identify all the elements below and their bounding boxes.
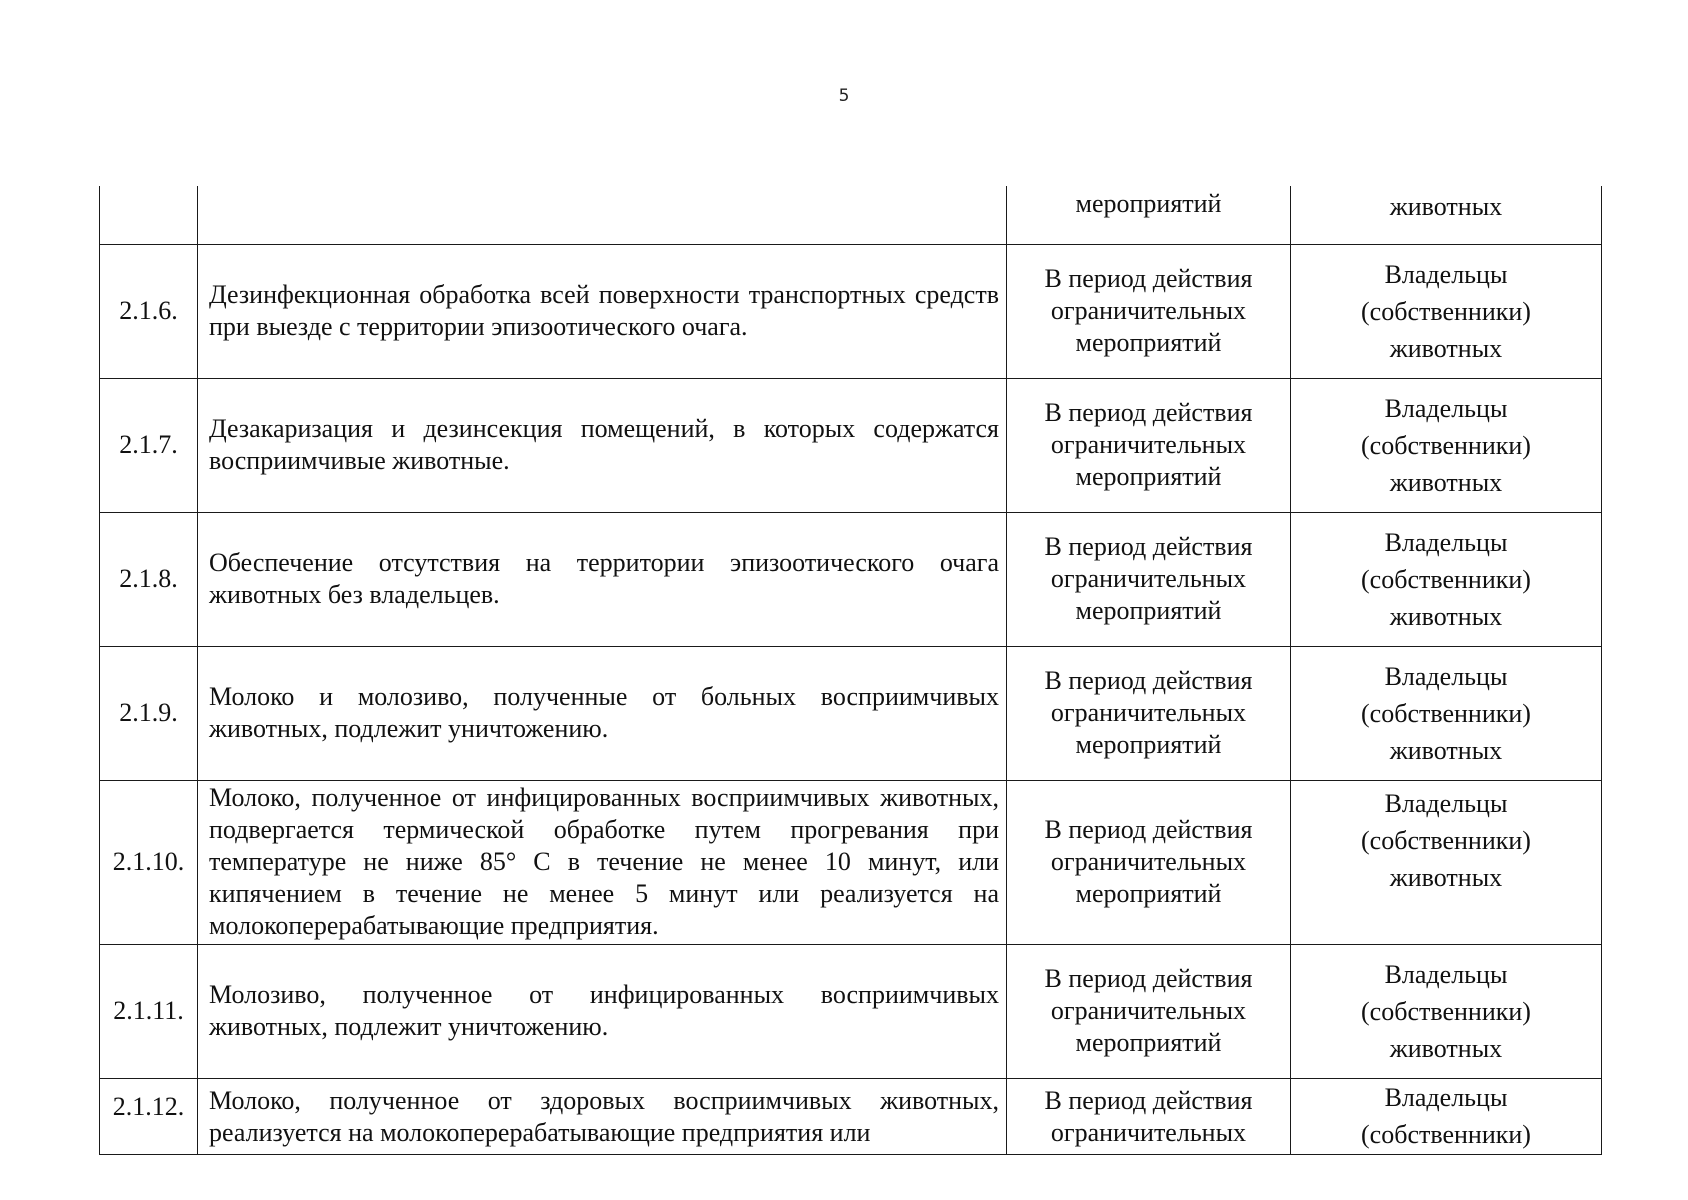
owner-line: (собственники) xyxy=(1361,430,1531,460)
owner-line: животных xyxy=(1389,735,1503,765)
period-line: ограничительных xyxy=(1050,564,1247,593)
owner-line: (собственники) xyxy=(1361,296,1531,326)
row-period xyxy=(1007,944,1291,1078)
owner-line: (собственники) xyxy=(1361,698,1531,728)
period-line: В период действия xyxy=(1044,1085,1253,1115)
row-number: 2.1.8. xyxy=(100,512,198,646)
row-description: Молоко и молозиво, полученные от больных восприимчивых животных, подлежит уничтожению. xyxy=(198,646,1007,780)
period-line: В период действия xyxy=(1044,666,1253,695)
period-line: ограничительных xyxy=(1050,847,1247,876)
owner-line: Владельцы xyxy=(1384,259,1508,289)
row-owner xyxy=(1291,512,1602,646)
row-number: 2.1.10. xyxy=(100,780,198,944)
period-line: ограничительных xyxy=(1050,1117,1247,1147)
row-period xyxy=(1007,378,1291,512)
period-line: В период действия xyxy=(1044,264,1253,293)
row-number: 2.1.9. xyxy=(100,646,198,780)
owner-line: животных xyxy=(1389,467,1503,497)
row-owner xyxy=(1291,944,1602,1078)
period-line: ограничительных xyxy=(1050,296,1247,325)
owner-line: Владельцы xyxy=(1384,661,1508,691)
row-owner xyxy=(1291,244,1602,378)
row-owner xyxy=(1291,780,1602,944)
period-line: В период действия xyxy=(1044,964,1253,993)
owner-line: Владельцы xyxy=(1384,393,1508,423)
owner-line: животных xyxy=(1389,333,1503,363)
owner-line: Владельцы xyxy=(1384,527,1508,557)
row-description: Молозиво, полученное от инфицированных восприимчивых животных, подлежит уничтожению. xyxy=(198,944,1007,1078)
row-description: Обеспечение отсутствия на территории эпизоотического очага животных без владельцев. xyxy=(198,512,1007,646)
row-period xyxy=(1007,244,1291,378)
table-row xyxy=(100,944,1602,1078)
owner-line: (собственники) xyxy=(1361,1119,1531,1149)
period-line: мероприятий xyxy=(1075,462,1222,491)
owner-line: (собственники) xyxy=(1361,825,1531,855)
period-line: мероприятий xyxy=(1075,328,1222,357)
owner-line: Владельцы xyxy=(1384,788,1508,818)
row-period xyxy=(1007,512,1291,646)
table-row xyxy=(100,646,1602,780)
row-period xyxy=(1007,646,1291,780)
owner-line: животных xyxy=(1389,601,1503,631)
measures-table xyxy=(99,186,1602,1155)
row-owner xyxy=(1291,1078,1602,1154)
period-line: ограничительных xyxy=(1050,430,1247,459)
owner-line: (собственники) xyxy=(1361,564,1531,594)
period-line: мероприятий xyxy=(1075,1028,1222,1057)
table-row xyxy=(100,378,1602,512)
row-period: мероприятий xyxy=(1007,186,1291,244)
owner-line: Владельцы xyxy=(1384,959,1508,989)
period-line: мероприятий xyxy=(1075,596,1222,625)
table-row xyxy=(100,186,1602,244)
row-owner xyxy=(1291,378,1602,512)
row-number: 2.1.6. xyxy=(100,244,198,378)
row-description: Молоко, полученное от здоровых восприимчивых животных, реализуется на молокоперерабатывающие предприятия или xyxy=(198,1078,1007,1154)
row-number: 2.1.11. xyxy=(100,944,198,1078)
table-row xyxy=(100,780,1602,944)
owner-line: животных xyxy=(1389,1033,1503,1063)
period-line: В период действия xyxy=(1044,532,1253,561)
period-line: мероприятий xyxy=(1075,879,1222,908)
table-row xyxy=(100,1078,1602,1154)
row-description: Дезакаризация и дезинсекция помещений, в которых содержатся восприимчивые животные. xyxy=(198,378,1007,512)
row-owner: животных xyxy=(1291,186,1602,244)
row-number xyxy=(100,186,198,244)
row-description xyxy=(198,186,1007,244)
page-number: 5 xyxy=(838,86,850,106)
period-line: В период действия xyxy=(1044,398,1253,427)
row-period xyxy=(1007,780,1291,944)
period-line: ограничительных xyxy=(1050,698,1247,727)
row-description: Молоко, полученное от инфицированных восприимчивых животных, подвергается термической обработке путем прогревания при температуре не ниже 85° С в течение не менее 10 минут, или кипячением в течение не менее 5 минут или реализуется на молокоперерабатывающие предприятия. xyxy=(198,780,1007,944)
period-line: мероприятий xyxy=(1075,730,1222,759)
row-number: 2.1.7. xyxy=(100,378,198,512)
owner-line: Владельцы xyxy=(1384,1082,1508,1112)
row-number: 2.1.12. xyxy=(100,1078,198,1154)
period-line: В период действия xyxy=(1044,815,1253,844)
owner-line: (собственники) xyxy=(1361,996,1531,1026)
owner-line: животных xyxy=(1389,862,1503,892)
row-period xyxy=(1007,1078,1291,1154)
period-line: ограничительных xyxy=(1050,996,1247,1025)
table-row xyxy=(100,512,1602,646)
row-owner xyxy=(1291,646,1602,780)
row-description: Дезинфекционная обработка всей поверхности транспортных средств при выезде с территории эпизоотического очага. xyxy=(198,244,1007,378)
table-row xyxy=(100,244,1602,378)
